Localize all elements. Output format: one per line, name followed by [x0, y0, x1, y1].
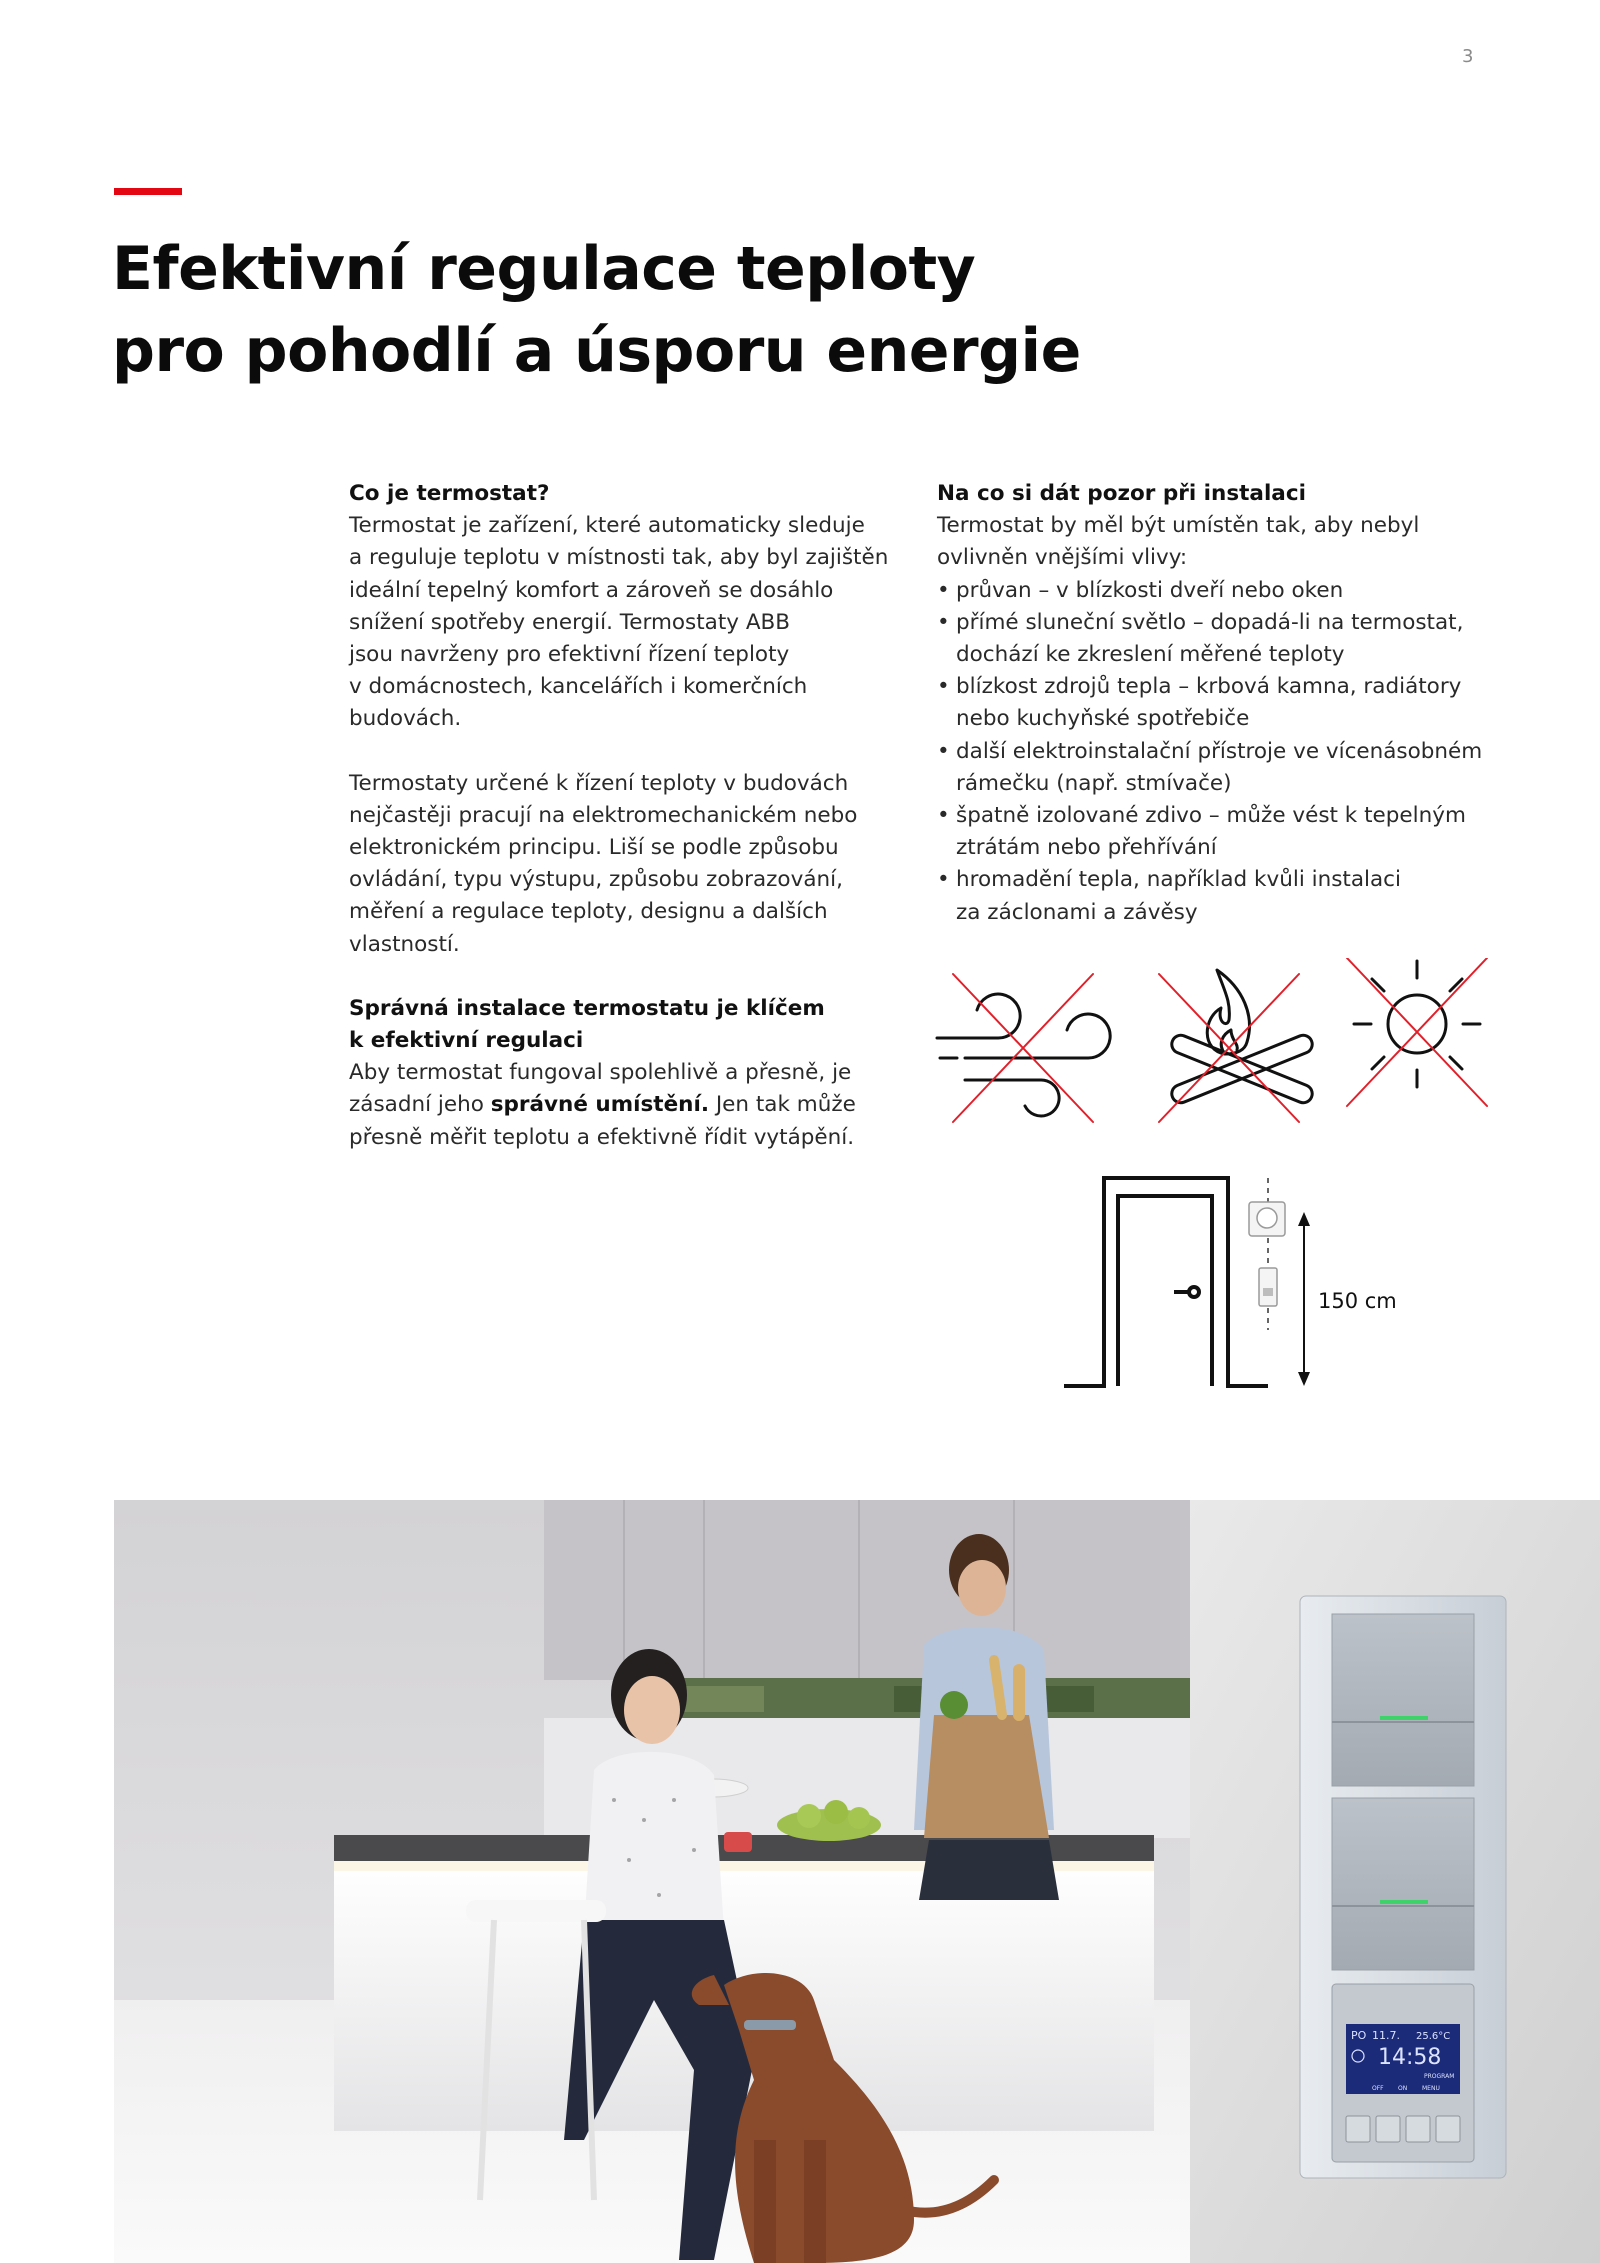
lcd-button-label: ON: [1398, 2085, 1408, 2092]
what-is-line: budovách.: [349, 706, 462, 732]
list-item: • špatně izolované zdivo – může vést k tepelným ztrátám nebo přehřívání: [937, 800, 1517, 864]
accent-rule: [114, 188, 182, 195]
right-column: [937, 478, 1517, 929]
page-title: [112, 228, 1312, 392]
list-item: • další elektroinstalační přístroje ve vícenásobném rámečku (např. stmívače): [937, 736, 1517, 800]
what-is-line: jsou navrženy pro efektivní řízení teploty: [349, 642, 790, 668]
left-column: [349, 478, 909, 1154]
what-is-line: a reguluje teplotu v místnosti tak, aby byl zajištěn: [349, 545, 889, 571]
types-line: měření a regulace teploty, designu a dalších: [349, 899, 828, 925]
thermostat-device: [1332, 1984, 1474, 2162]
types-line: Termostaty určené k řízení teploty v budovách: [349, 770, 849, 796]
fire-crossed-icon: [1159, 970, 1315, 1122]
lcd-temp: 25.6°C: [1416, 2031, 1451, 2042]
height-arrow: [1298, 1212, 1310, 1386]
sun-crossed-icon: [1347, 958, 1487, 1106]
height-label: 150 cm: [1318, 1289, 1397, 1313]
influence-list: [937, 575, 1517, 929]
what-is-heading: Co je termostat?: [349, 481, 550, 506]
install-tips-heading: Na co si dát pozor při instalaci: [937, 481, 1306, 506]
install-line-text: zásadní jeho: [349, 1092, 491, 1118]
lcd-button-label: MENU: [1422, 2085, 1440, 2092]
thermostat-icon: [1249, 1202, 1285, 1236]
lcd-mode: PROGRAM: [1424, 2073, 1455, 2080]
list-item: • přímé sluneční světlo – dopadá-li na termostat, dochází ke zkreslení měřené teploty: [937, 607, 1517, 671]
intro-line: Termostat by měl být umístěn tak, aby nebyl: [937, 513, 1420, 539]
title-line-2: pro pohodlí a úsporu energie: [112, 316, 1081, 386]
install-line-text: Jen tak může: [709, 1092, 856, 1118]
rocker-switch: [1332, 1798, 1474, 1970]
install-line: přesně měřit teplotu a efektivně řídit vytápění.: [349, 1124, 855, 1150]
page-number: 3: [1462, 46, 1474, 67]
placement-diagram: [1060, 1170, 1440, 1395]
lcd-button-label: OFF: [1372, 2085, 1384, 2092]
kitchen-photo: [114, 1500, 1190, 2263]
wind-crossed-icon: [937, 974, 1110, 1122]
what-is-line: Termostat je zařízení, které automaticky sleduje: [349, 513, 865, 539]
install-line: Aby termostat fungoval spolehlivě a přesně, je: [349, 1060, 852, 1086]
lcd-day: PO: [1351, 2029, 1367, 2042]
list-item: • průvan – v blízkosti dveří nebo oken: [937, 575, 1517, 607]
install-heading-line: k efektivní regulaci: [349, 1028, 584, 1054]
types-line: vlastností.: [349, 931, 460, 957]
lcd-time: 14:58: [1378, 2045, 1442, 2070]
list-item: • hromadění tepla, například kvůli instalaci za záclonami a závěsy: [937, 864, 1517, 928]
types-line: ovládání, typu výstupu, způsobu zobrazování,: [349, 867, 843, 893]
thermostat-photo: [1190, 1500, 1600, 2263]
what-is-line: snížení spotřeby energií. Termostaty ABB: [349, 609, 791, 635]
door-icon: [1064, 1178, 1268, 1386]
title-line-1: Efektivní regulace teploty: [112, 234, 976, 304]
types-line: nejčastěji pracují na elektromechanickém nebo: [349, 802, 858, 828]
what-is-line: ideální tepelný komfort a zároveň se dosáhlo: [349, 577, 834, 603]
list-item: • blízkost zdrojů tepla – krbová kamna, radiátory nebo kuchyňské spotřebiče: [937, 671, 1517, 735]
rocker-switch: [1332, 1614, 1474, 1786]
install-line: [349, 1089, 909, 1121]
install-heading-line: Správná instalace termostatu je klíčem: [349, 995, 825, 1021]
types-line: elektronickém principu. Liší se podle způsobu: [349, 835, 839, 861]
influence-icons: [935, 958, 1497, 1128]
switch-icon: [1259, 1268, 1277, 1306]
what-is-line: v domácnostech, kancelářích i komerčních: [349, 674, 808, 700]
intro-line: ovlivněn vnějšími vlivy:: [937, 545, 1188, 571]
lcd-date: 11.7.: [1372, 2029, 1400, 2042]
install-emphasis: správné umístění.: [490, 1092, 709, 1118]
